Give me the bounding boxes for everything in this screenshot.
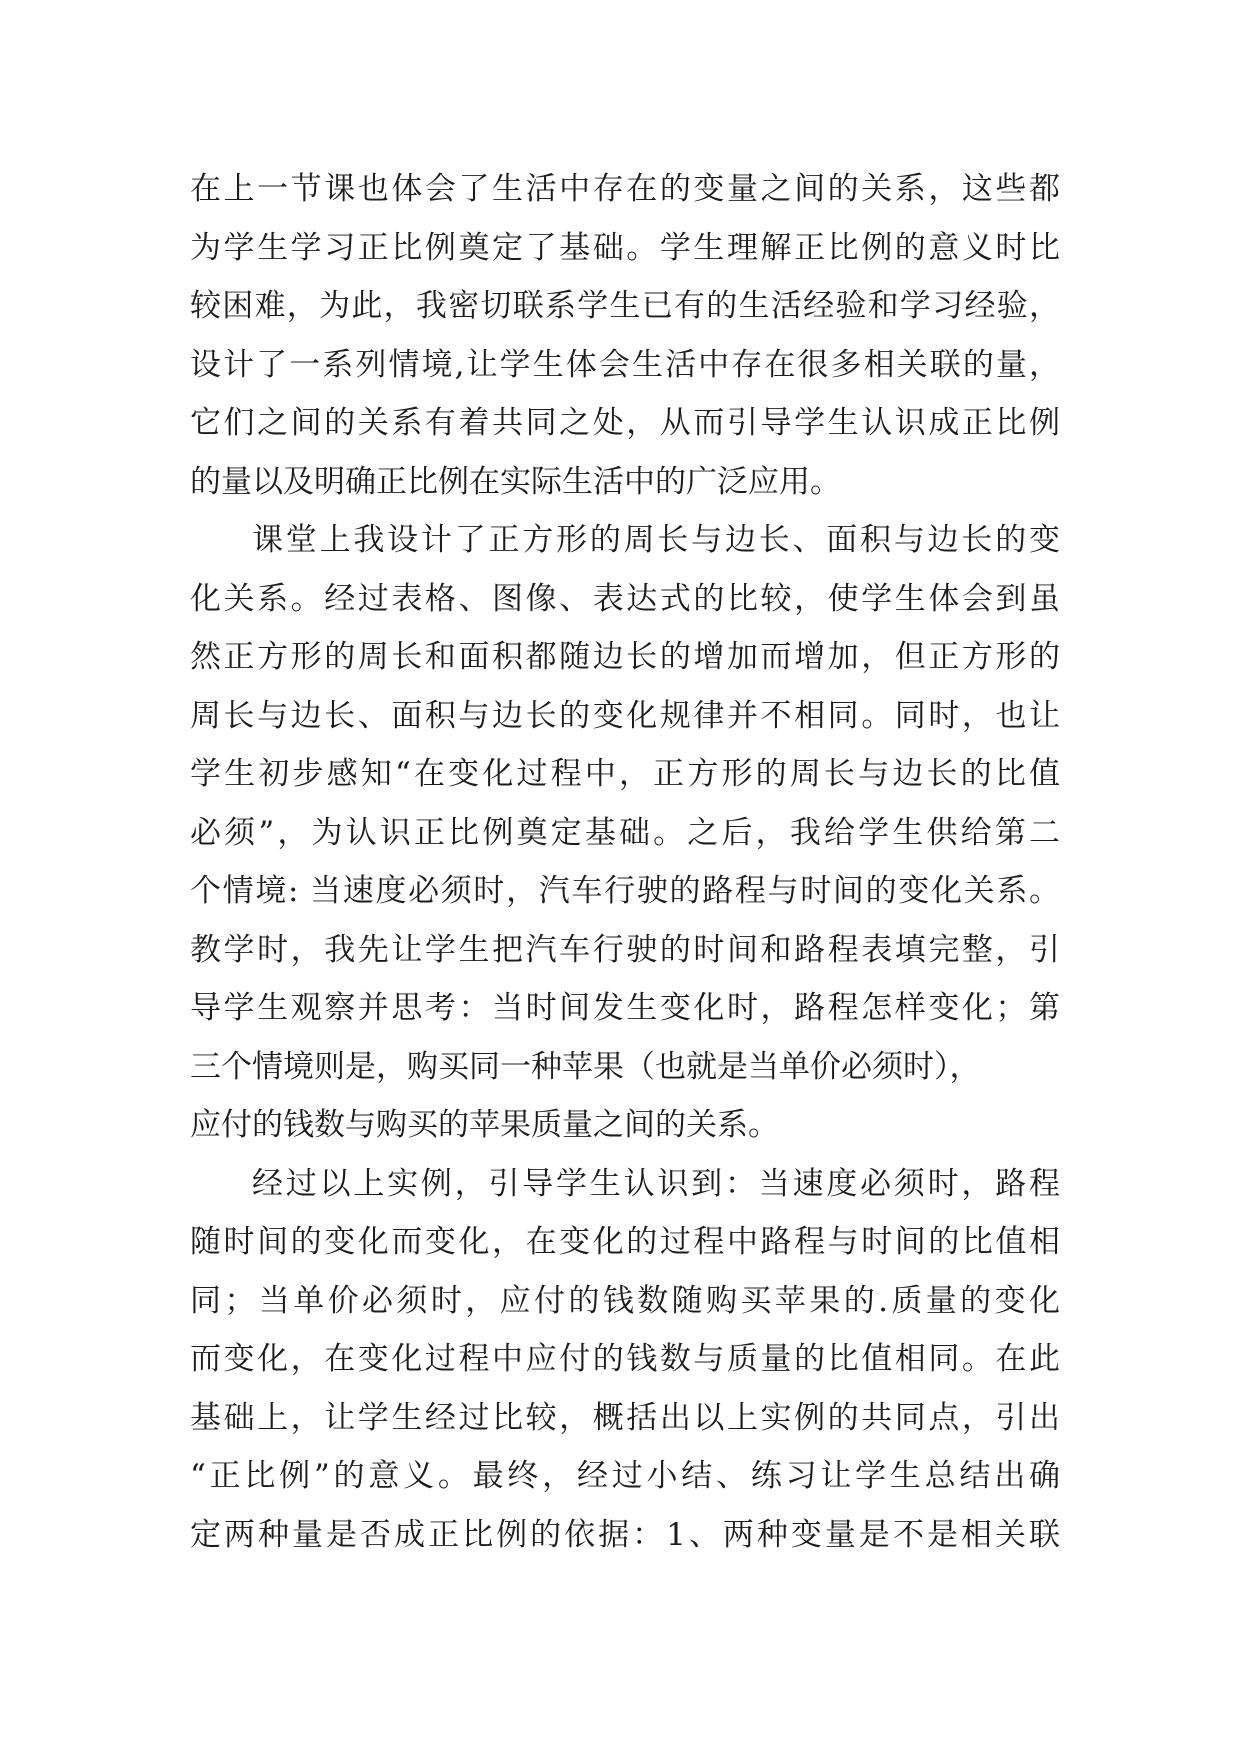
text-line: 而变化，在变化过程中应付的钱数与质量的比值相同。在此 bbox=[190, 1341, 1060, 1377]
text-line: 同；当单价必须时，应付的钱数随购买苹果的.质量的变化 bbox=[190, 1282, 1060, 1319]
text-line: 个情境: 当速度必须时，汽车行驶的路程与时间的变化关系。 bbox=[190, 873, 1060, 909]
text-line: “正比例”的意义。最终，经过小结、练习让学生总结出确 bbox=[190, 1458, 1060, 1494]
text-line: 学生初步感知“在变化过程中，正方形的周长与边长的比值 bbox=[190, 756, 1060, 792]
text-line: 教学时，我先让学生把汽车行驶的时间和路程表填完整，引 bbox=[190, 931, 1060, 968]
text-line: 经过以上实例，引导学生认识到：当速度必须时，路程 bbox=[252, 1165, 1060, 1202]
text-line: 设计了一系列情境,让学生体会生活中存在很多相关联的量， bbox=[190, 346, 1060, 383]
text-line: 的量以及明确正比例在实际生活中的广泛应用。 bbox=[190, 463, 841, 500]
body-text bbox=[190, 160, 1060, 1564]
text-line: 较困难，为此，我密切联系学生已有的生活经验和学习经验， bbox=[190, 288, 1060, 324]
text-line: 定两种量是否成正比例的依据：1、两种变量是不是相关联 bbox=[190, 1516, 1060, 1553]
text-line: 在上一节课也体会了生活中存在的变量之间的关系，这些都 bbox=[190, 171, 1060, 207]
text-line: 它们之间的关系有着共同之处，从而引导学生认识成正比例 bbox=[190, 405, 1060, 441]
text-line: 三个情境则是，购买同一种苹果（也就是当单价必须时）， bbox=[190, 1048, 981, 1085]
text-line: 化关系。经过表格、图像、表达式的比较，使学生体会到虽 bbox=[190, 580, 1060, 617]
text-line: 必须”，为认识正比例奠定基础。之后，我给学生供给第二 bbox=[190, 814, 1060, 851]
text-line: 为学生学习正比例奠定了基础。学生理解正比例的意义时比 bbox=[190, 229, 1060, 266]
text-line: 课堂上我设计了正方形的周长与边长、面积与边长的变 bbox=[252, 522, 1060, 558]
text-line: 基础上，让学生经过比较，概括出以上实例的共同点，引出 bbox=[190, 1399, 1060, 1436]
text-line: 周长与边长、面积与边长的变化规律并不相同。同时，也让 bbox=[190, 697, 1060, 734]
text-line: 应付的钱数与购买的苹果质量之间的关系。 bbox=[190, 1107, 779, 1143]
text-line: 随时间的变化而变化，在变化的过程中路程与时间的比值相 bbox=[190, 1224, 1060, 1260]
text-line: 然正方形的周长和面积都随边长的增加而增加，但正方形的 bbox=[190, 639, 1060, 675]
text-line: 导学生观察并思考：当时间发生变化时，路程怎样变化；第 bbox=[190, 990, 1060, 1026]
